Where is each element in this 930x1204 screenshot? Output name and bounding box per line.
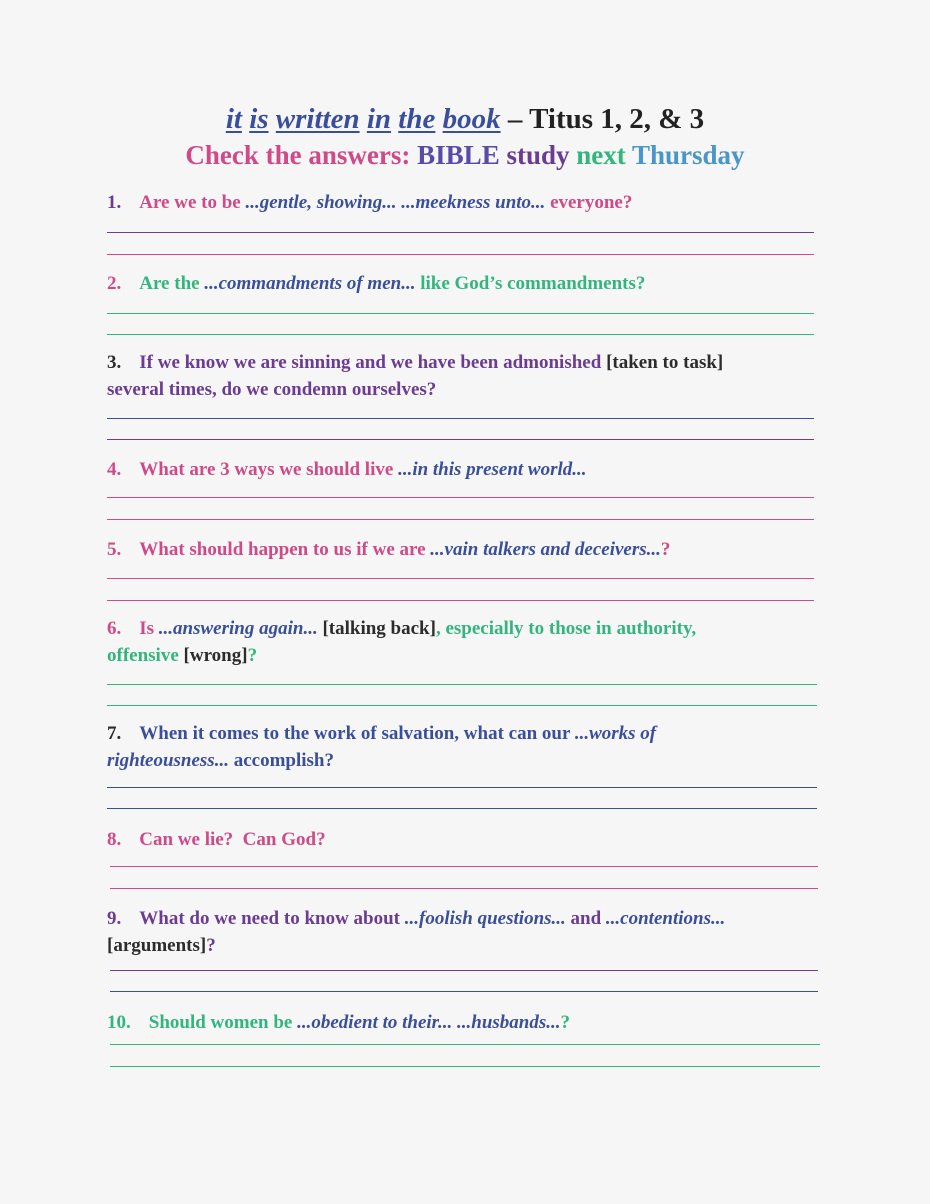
scripture-quote: ...obedient to their... ...husbands... bbox=[297, 1012, 561, 1033]
title-word: in bbox=[366, 103, 392, 135]
question-6 bbox=[107, 615, 822, 669]
scripture-quote: ...gentle, showing... ...meekness unto... bbox=[245, 192, 546, 213]
answer-line[interactable] bbox=[110, 1044, 820, 1045]
bracket-note: [wrong] bbox=[183, 645, 248, 666]
answer-line[interactable] bbox=[107, 254, 814, 255]
scripture-quote: righteousness... bbox=[107, 750, 229, 771]
worksheet-subtitle bbox=[0, 138, 930, 172]
title-word: written bbox=[275, 103, 360, 135]
question-text: Is bbox=[139, 618, 155, 639]
scripture-quote: ...in this present world... bbox=[398, 459, 587, 480]
answer-line[interactable] bbox=[110, 991, 818, 992]
answer-line[interactable] bbox=[110, 888, 818, 889]
question-number: 8. bbox=[107, 829, 122, 850]
answer-line[interactable] bbox=[107, 808, 817, 809]
question-text: ? bbox=[247, 645, 258, 666]
answer-line[interactable] bbox=[107, 418, 814, 419]
scripture-quote: ...foolish questions... bbox=[404, 908, 566, 929]
question-2 bbox=[107, 270, 822, 297]
question-5 bbox=[107, 536, 822, 563]
answer-line[interactable] bbox=[107, 578, 814, 579]
title-word: the bbox=[398, 103, 436, 135]
question-number: 4. bbox=[107, 459, 122, 480]
answer-line[interactable] bbox=[107, 684, 817, 685]
question-text: offensive bbox=[107, 645, 179, 666]
answer-line[interactable] bbox=[107, 334, 814, 335]
question-text: Should women be bbox=[148, 1012, 293, 1033]
question-text: ? bbox=[660, 539, 671, 560]
answer-line[interactable] bbox=[107, 519, 814, 520]
title-reference: – Titus 1, 2, & 3 bbox=[500, 103, 705, 135]
bracket-note: [talking back] bbox=[322, 618, 436, 639]
question-7 bbox=[107, 720, 822, 774]
answer-line[interactable] bbox=[110, 1066, 820, 1067]
title-word: it bbox=[225, 103, 242, 135]
answer-line[interactable] bbox=[107, 232, 814, 233]
question-text: , especially to those in authority, bbox=[435, 618, 697, 639]
subtitle-next: next bbox=[576, 140, 626, 170]
question-1 bbox=[107, 189, 822, 216]
question-text: Are the bbox=[139, 273, 200, 294]
question-text: Can we lie? Can God? bbox=[139, 829, 326, 850]
question-10 bbox=[107, 1009, 822, 1036]
question-text: What do we need to know about bbox=[139, 908, 401, 929]
question-number: 3. bbox=[107, 352, 122, 373]
answer-line[interactable] bbox=[107, 497, 814, 498]
question-number: 5. bbox=[107, 539, 122, 560]
question-number: 7. bbox=[107, 723, 122, 744]
question-text: What should happen to us if we are bbox=[139, 539, 426, 560]
question-text: accomplish? bbox=[233, 750, 334, 771]
question-4 bbox=[107, 456, 822, 483]
scripture-quote: ...contentions... bbox=[605, 908, 726, 929]
answer-line[interactable] bbox=[107, 439, 814, 440]
scripture-quote: ...commandments of men... bbox=[204, 273, 416, 294]
question-text: ? bbox=[560, 1012, 571, 1033]
scripture-quote: ...vain talkers and deceivers... bbox=[430, 539, 661, 560]
question-text: What are 3 ways we should live bbox=[139, 459, 394, 480]
subtitle-check: Check the answers: bbox=[185, 140, 411, 170]
subtitle-thursday: Thursday bbox=[632, 140, 745, 170]
bracket-note: [taken to task] bbox=[606, 352, 724, 373]
question-text: If we know we are sinning and we have been admonished bbox=[139, 352, 602, 373]
question-text: ? bbox=[206, 935, 216, 956]
question-text: When it comes to the work of salvation, what can our bbox=[139, 723, 571, 744]
question-8 bbox=[107, 826, 822, 853]
title-word: is bbox=[249, 103, 269, 135]
answer-line[interactable] bbox=[110, 970, 818, 971]
question-number: 6. bbox=[107, 618, 122, 639]
question-text: several times, do we condemn ourselves? bbox=[107, 379, 437, 400]
subtitle-study: study bbox=[506, 140, 570, 170]
question-text: Are we to be bbox=[139, 192, 241, 213]
scripture-quote: ...works of bbox=[574, 723, 657, 744]
question-number: 1. bbox=[107, 192, 122, 213]
scripture-quote: ...answering again... bbox=[158, 618, 318, 639]
question-text: and bbox=[570, 908, 602, 929]
question-text: like God’s commandments? bbox=[420, 273, 646, 294]
question-number: 10. bbox=[107, 1012, 131, 1033]
answer-line[interactable] bbox=[107, 313, 814, 314]
title-word: book bbox=[442, 103, 501, 135]
subtitle-bible: BIBLE bbox=[417, 140, 500, 170]
question-3 bbox=[107, 349, 822, 403]
question-number: 9. bbox=[107, 908, 122, 929]
question-number: 2. bbox=[107, 273, 122, 294]
answer-line[interactable] bbox=[107, 705, 817, 706]
bracket-note: [arguments] bbox=[107, 935, 207, 956]
answer-line[interactable] bbox=[107, 600, 814, 601]
question-text: everyone? bbox=[550, 192, 633, 213]
answer-line[interactable] bbox=[110, 866, 818, 867]
answer-line[interactable] bbox=[107, 787, 817, 788]
worksheet-title bbox=[0, 102, 930, 136]
question-9 bbox=[107, 905, 822, 959]
